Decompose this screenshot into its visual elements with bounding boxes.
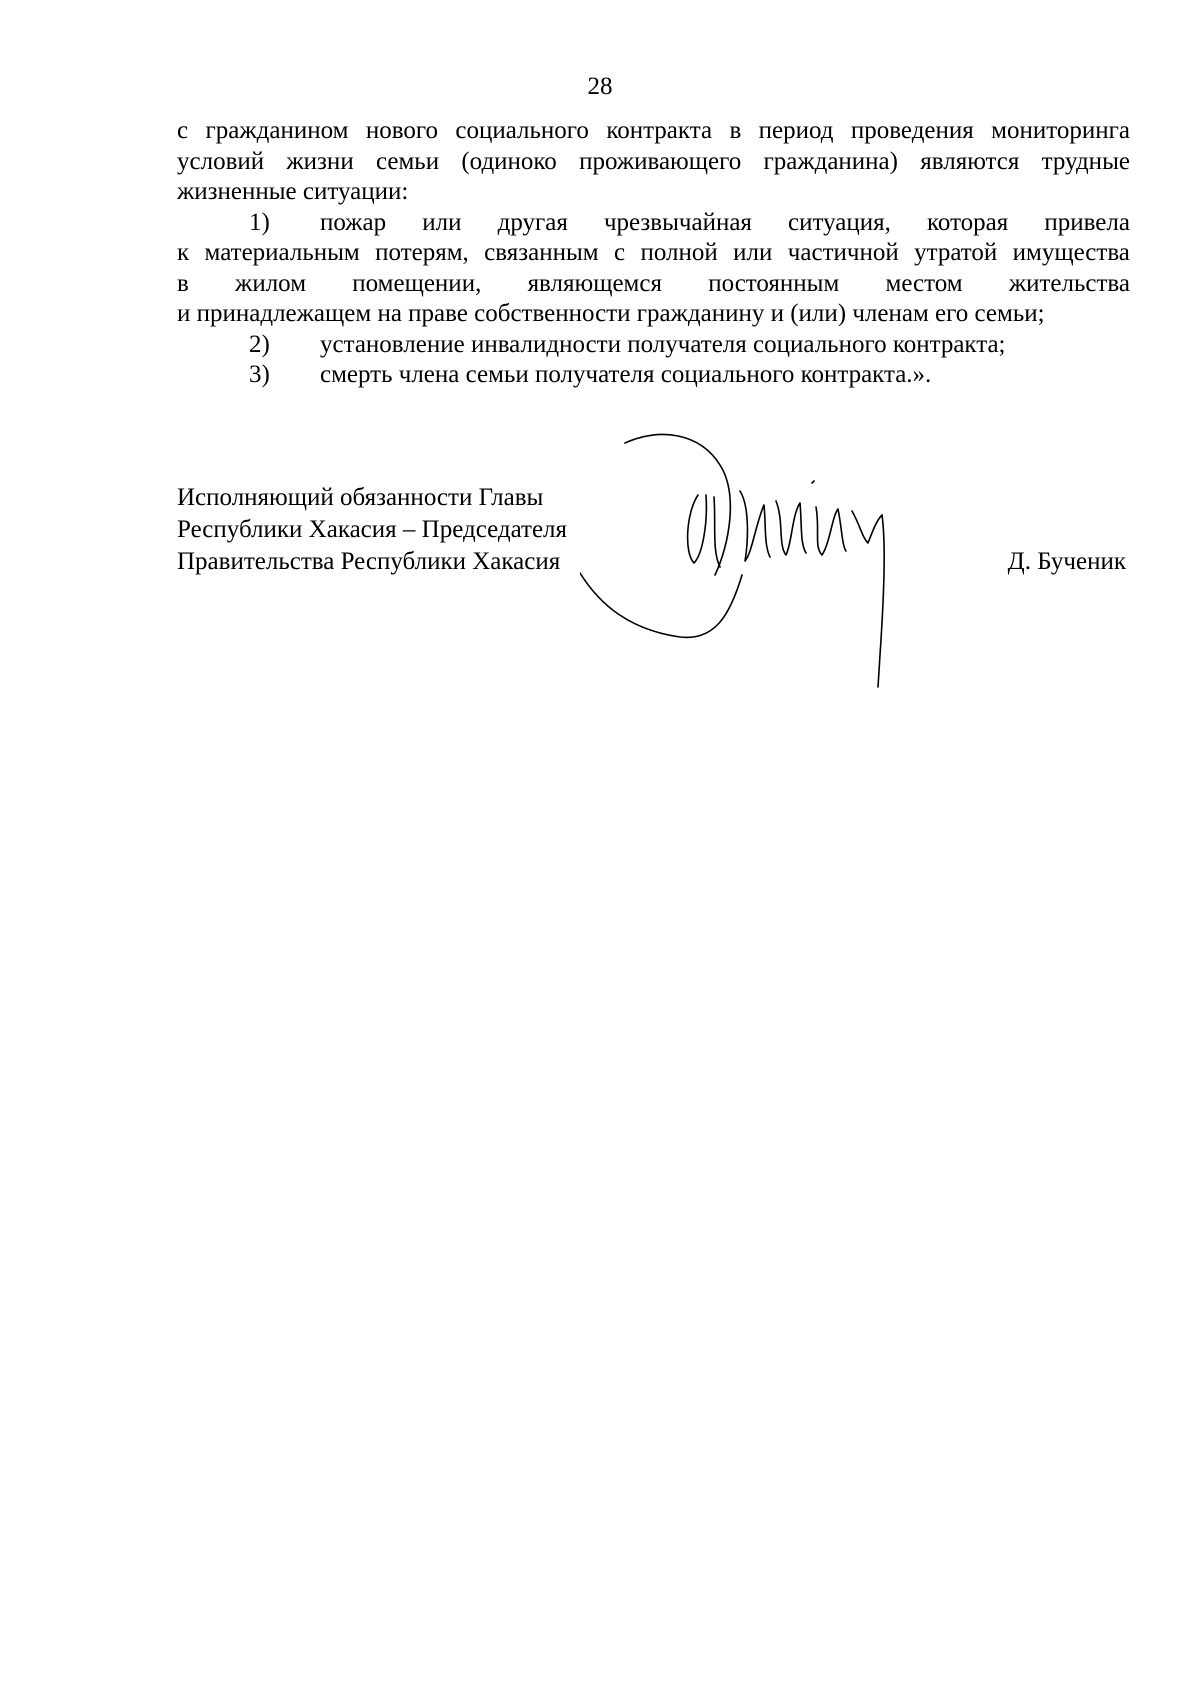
intro-word: семьи bbox=[375, 147, 440, 175]
list-item-1-word: являющемся bbox=[527, 269, 662, 297]
intro-word: жизни bbox=[286, 147, 354, 175]
signatory-title-line-3: Правительства Республики Хакасия bbox=[177, 548, 561, 575]
list-item-1-word: имущества bbox=[1012, 239, 1130, 266]
list-item-1-line-4: и принадлежащем на праве собственности гражданину и (или) членам его семьи; bbox=[177, 300, 1045, 327]
list-item-1-word: утратой bbox=[914, 239, 998, 266]
list-item-1-word: или bbox=[422, 208, 462, 236]
intro-word: социального bbox=[455, 117, 589, 144]
list-item-1-word: в bbox=[177, 269, 189, 297]
list-item-1-line-2 bbox=[177, 238, 1130, 269]
signatory-title-line-2: Республики Хакасия – Председателя bbox=[177, 516, 568, 543]
intro-word: (одиноко bbox=[461, 147, 557, 175]
list-item-1-text bbox=[320, 208, 1130, 239]
intro-word: гражданина) bbox=[763, 147, 898, 175]
intro-word: мониторинга bbox=[991, 117, 1130, 144]
list-item-2 bbox=[177, 330, 1130, 361]
intro-word: проживающего bbox=[579, 147, 742, 175]
list-item-1-number: 1) bbox=[249, 208, 270, 236]
list-item-3-number: 3) bbox=[249, 361, 270, 388]
handwritten-signature bbox=[580, 425, 960, 695]
list-item-1-word: полной bbox=[640, 239, 718, 266]
list-item-1-word: постоянным bbox=[708, 269, 840, 297]
signer-name: Д. Бученик bbox=[1007, 548, 1126, 575]
list-item-1-word: связанным bbox=[484, 239, 599, 266]
list-item-1-word: жилом bbox=[235, 269, 307, 297]
list-item-1-word: пожар bbox=[320, 208, 387, 236]
list-item-1-word: частичной bbox=[787, 239, 899, 266]
list-item-1-word: с bbox=[613, 239, 626, 266]
list-item-2-number: 2) bbox=[249, 330, 270, 358]
intro-word: период bbox=[758, 117, 834, 144]
list-item-1-word: потерям, bbox=[375, 239, 469, 266]
intro-word: проведения bbox=[850, 117, 974, 144]
list-item-1-word: жительства bbox=[1008, 269, 1130, 297]
intro-line-1 bbox=[177, 116, 1130, 147]
list-item-1-word: местом bbox=[885, 269, 963, 297]
intro-word: трудные bbox=[1041, 147, 1130, 175]
intro-word: с bbox=[177, 117, 189, 144]
intro-word: в bbox=[729, 117, 742, 144]
list-item-3-text: смерть члена семьи получателя социального контракта.». bbox=[320, 361, 932, 388]
page-number: 28 bbox=[587, 73, 613, 100]
list-item-1-word: другая bbox=[497, 208, 568, 236]
list-item-1-word: чрезвычайная bbox=[603, 208, 752, 236]
list-item-1-word: ситуация, bbox=[788, 208, 891, 236]
intro-word: гражданином bbox=[205, 117, 349, 144]
intro-word: условий bbox=[177, 147, 265, 175]
intro-word: контракта bbox=[606, 117, 713, 144]
list-item-1-word: материальным bbox=[204, 239, 360, 266]
signatory-title bbox=[177, 482, 567, 578]
list-item-1-word: помещении, bbox=[352, 269, 482, 297]
document-body bbox=[177, 116, 1130, 391]
list-item-2-text: установление инвалидности получателя социального контракта; bbox=[320, 330, 1006, 358]
intro-line-2 bbox=[177, 147, 1130, 178]
intro-line-3: жизненные ситуации: bbox=[177, 178, 409, 205]
list-item-1-line-3 bbox=[177, 269, 1130, 300]
list-item-1-word: или bbox=[733, 239, 773, 266]
list-item-3 bbox=[177, 360, 1130, 391]
signatory-title-line-1: Исполняющий обязанности Главы bbox=[177, 484, 544, 511]
list-item-1-word: к bbox=[177, 239, 190, 266]
list-item-1-word: привела bbox=[1044, 208, 1130, 236]
list-item-1-word: которая bbox=[927, 208, 1009, 236]
intro-word: являются bbox=[920, 147, 1020, 175]
list-item-1-first-line bbox=[177, 208, 1130, 239]
intro-word: нового bbox=[365, 117, 438, 144]
